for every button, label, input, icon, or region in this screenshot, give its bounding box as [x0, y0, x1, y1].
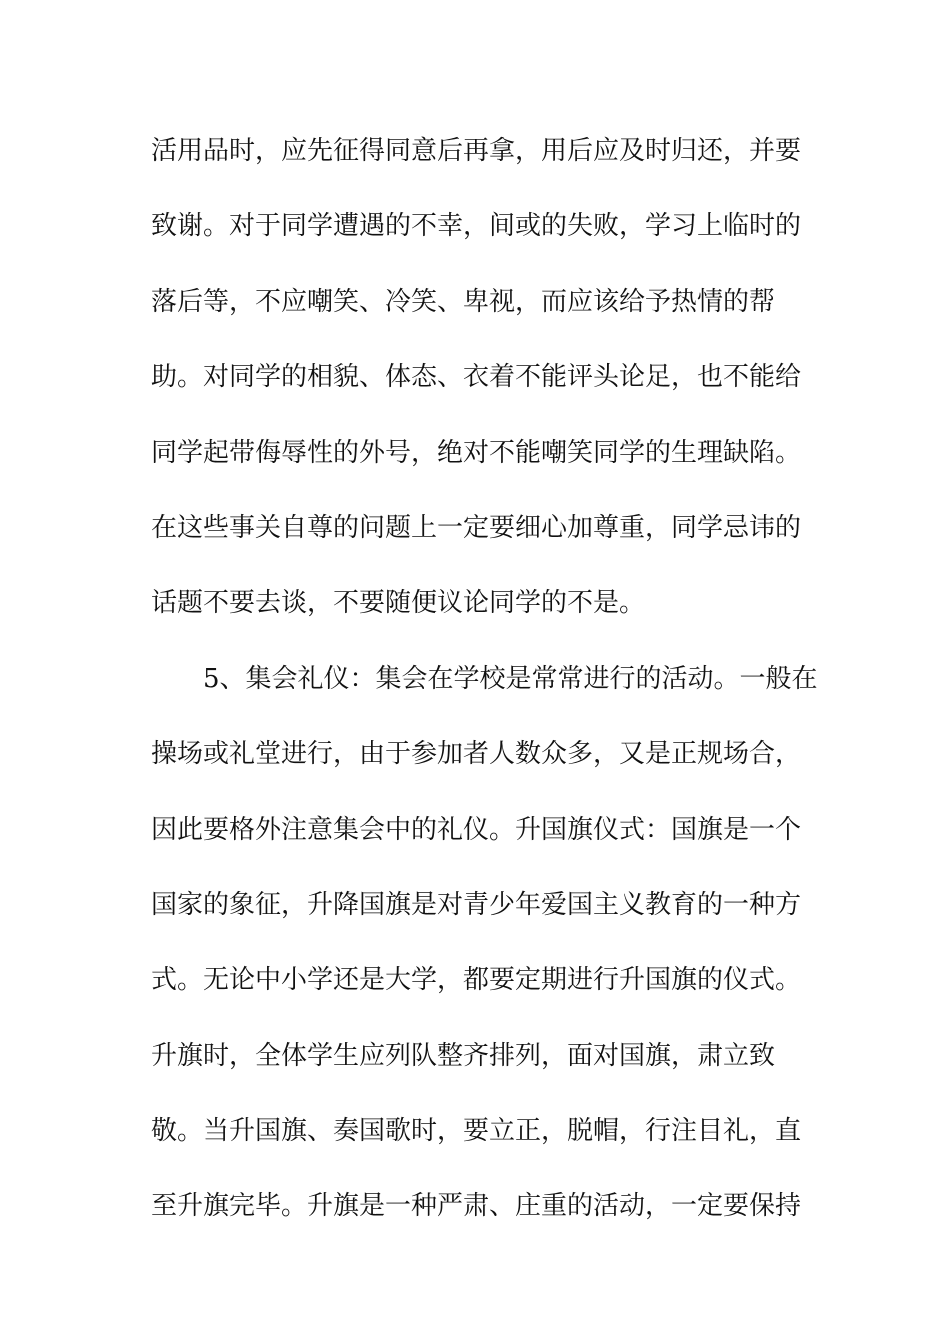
- text-line-7: 话题不要去谈，不要随便议论同学的不是。: [151, 588, 646, 619]
- text-line-6: 在这些事关自尊的问题上一定要细心加尊重，同学忌讳的: [151, 512, 802, 543]
- text-line-12: 式。无论中小学还是大学，都要定期进行升国旗的仪式。: [151, 965, 802, 996]
- text-line-10: 因此要格外注意集会中的礼仪。升国旗仪式：国旗是一个: [151, 814, 802, 845]
- text-line-11: 国家的象征，升降国旗是对青少年爱国主义教育的一种方: [151, 889, 802, 920]
- text-line-15: 至升旗完毕。升旗是一种严肃、庄重的活动，一定要保持: [151, 1191, 802, 1222]
- text-line-5: 同学起带侮辱性的外号，绝对不能嘲笑同学的生理缺陷。: [151, 437, 802, 468]
- text-line-9: 操场或礼堂进行，由于参加者人数众多，又是正规场合，: [151, 739, 802, 770]
- text-line-3: 落后等，不应嘲笑、冷笑、卑视，而应该给予热情的帮: [151, 286, 776, 317]
- text-line-14: 敬。当升国旗、奏国歌时，要立正，脱帽，行注目礼，直: [151, 1116, 802, 1147]
- text-line-4: 助。对同学的相貌、体态、衣着不能评头论足，也不能给: [151, 362, 802, 393]
- body-text: [151, 132, 818, 1263]
- text-line-1: 活用品时，应先征得同意后再拿，用后应及时归还，并要: [151, 136, 802, 166]
- text-line-8: 5、集会礼仪：集会在学校是常常进行的活动。一般在: [203, 663, 818, 694]
- text-line-13: 升旗时，全体学生应列队整齐排列，面对国旗，肃立致: [151, 1040, 776, 1071]
- text-line-2: 致谢。对于同学遭遇的不幸，间或的失败，学习上临时的: [151, 211, 802, 242]
